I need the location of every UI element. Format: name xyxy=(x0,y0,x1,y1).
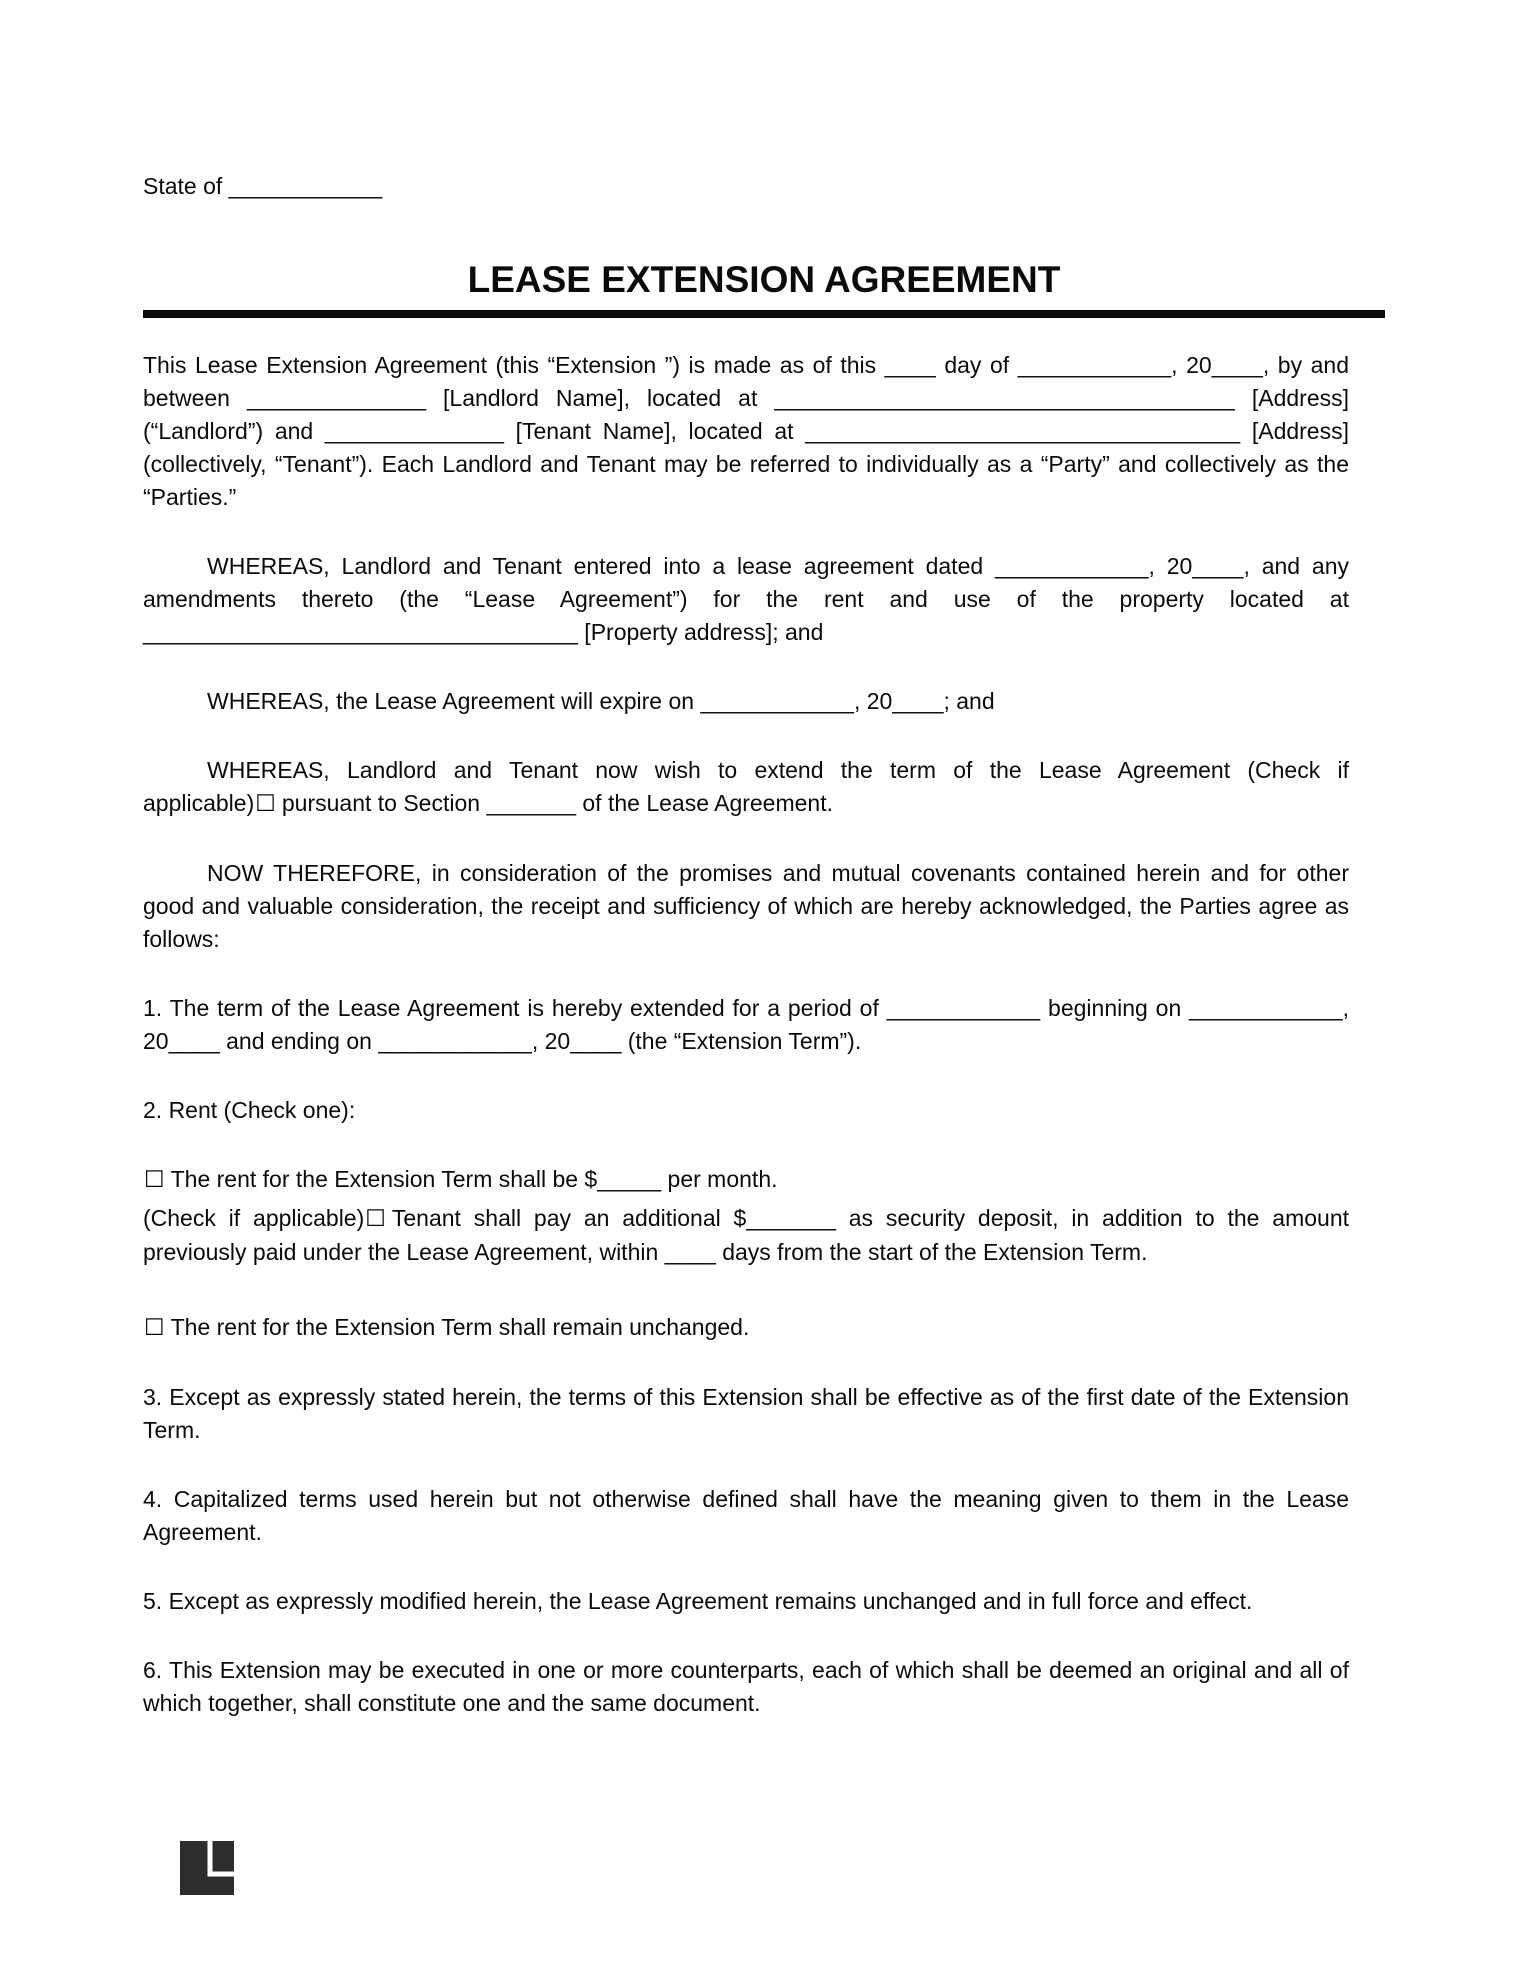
rent-option-fixed-text: The rent for the Extension Term shall be $_____ per month. xyxy=(170,1166,778,1192)
page-title: LEASE EXTENSION AGREEMENT xyxy=(467,259,1061,300)
whereas-extend-text-post: pursuant to Section _______ of the Lease Agreement. xyxy=(281,790,833,816)
whereas-lease-paragraph: WHEREAS, Landlord and Tenant entered into a lease agreement dated ____________, 20____, and any amendments thereto (the “Lease Agreement”) for the rent and use of the property located at __________________________________ [Property address]; and xyxy=(143,553,1349,645)
security-deposit-text-pre: (Check if applicable) xyxy=(143,1205,365,1231)
checkbox-icon[interactable]: ☐ xyxy=(255,791,276,817)
intro-paragraph: This Lease Extension Agreement (this “Extension ”) is made as of this ____ day of ____________, 20____, by and between ______________ [Landlord Name], located at ____________________________________ [Address] (“Landlord”) and ______________ [Tenant Name], located at __________________________________ [Address] (collectively, “Tenant”). Each Landlord and Tenant may be referred to individually as a “Party” and collectively as the “Parties.” xyxy=(143,352,1349,510)
logo-l-icon xyxy=(180,1841,234,1895)
title-rule-divider xyxy=(143,310,1385,318)
clause-4-capitalized-terms: 4. Capitalized terms used herein but not otherwise defined shall have the meaning given to them in the Lease Agreement. xyxy=(143,1486,1349,1545)
clause-3-effective-date: 3. Except as expressly stated herein, the terms of this Extension shall be effective as of the first date of the Extension Term. xyxy=(143,1384,1349,1443)
clause-2-rent-heading: 2. Rent (Check one): xyxy=(143,1097,356,1123)
whereas-expire-paragraph: WHEREAS, the Lease Agreement will expire on ____________, 20____; and xyxy=(207,688,995,714)
security-deposit-text-post: Tenant shall pay an additional $_______ as security deposit, in addition to the amount previously paid under the Lease Agreement, within ____ days from the start of the Extension Term. xyxy=(143,1205,1349,1265)
rent-option-unchanged-text: The rent for the Extension Term shall remain unchanged. xyxy=(170,1314,750,1340)
checkbox-icon[interactable]: ☐ xyxy=(144,1315,165,1341)
checkbox-icon[interactable]: ☐ xyxy=(144,1167,165,1193)
whereas-extend-paragraph xyxy=(143,754,1349,821)
legal-templates-logo xyxy=(180,1841,234,1895)
clause-1-term: 1. The term of the Lease Agreement is hereby extended for a period of ____________ beginning on ____________, 20____ and ending on ____________, 20____ (the “Extension Term”). xyxy=(143,995,1349,1054)
document-text-column xyxy=(143,170,1349,1720)
security-deposit-clause xyxy=(143,1202,1349,1269)
state-of-line xyxy=(143,170,1349,203)
now-therefore-paragraph: NOW THEREFORE, in consideration of the promises and mutual covenants contained herein and for other good and valuable consideration, the receipt and sufficiency of which are hereby acknowledged, the Parties agree as follows: xyxy=(143,860,1349,952)
state-of-label: State of xyxy=(143,173,229,199)
rent-option-fixed xyxy=(143,1163,1349,1197)
checkbox-icon[interactable]: ☐ xyxy=(365,1206,386,1232)
rent-option-unchanged xyxy=(143,1311,1349,1345)
clause-5-full-force: 5. Except as expressly modified herein, the Lease Agreement remains unchanged and in full force and effect. xyxy=(143,1588,1253,1614)
state-of-blank-field[interactable]: ____________ xyxy=(228,173,383,199)
whereas-extend-text-pre: WHEREAS, Landlord and Tenant now wish to extend the term of the Lease Agreement (Check if applicable) xyxy=(143,757,1349,816)
clause-6-counterparts: 6. This Extension may be executed in one or more counterparts, each of which shall be deemed an original and all of which together, shall constitute one and the same document. xyxy=(143,1657,1349,1716)
